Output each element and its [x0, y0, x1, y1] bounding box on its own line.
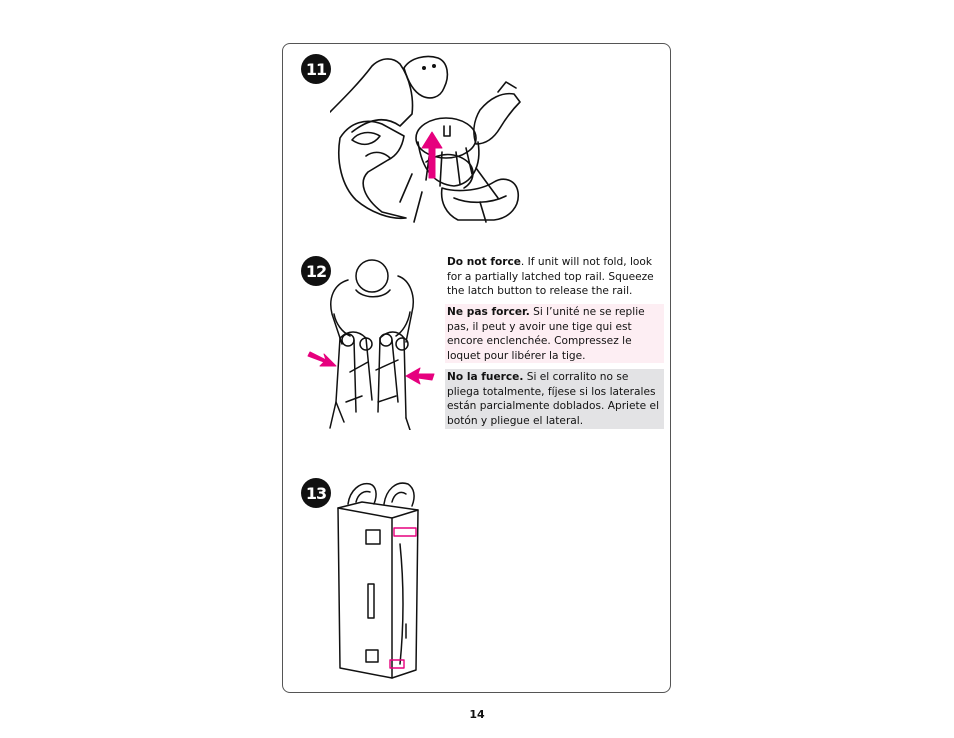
step-11-badge [301, 54, 331, 84]
step-12-number: 12 [305, 261, 327, 281]
note-english-body: . If unit will not fold, look for a partially latched top rail. Squeeze the latch button to release the rail. [447, 256, 654, 298]
note-french [445, 304, 664, 363]
note-spanish-lead: No la fuerce. [447, 371, 524, 383]
note-spanish-body: Si el corralito no se pliega totalmente, fíjese si los laterales están parcialmente doblados. Apriete el botón y pliegue el lateral. [447, 371, 660, 427]
note-english [445, 254, 664, 300]
step-11-illustration [330, 52, 522, 224]
step-11-number: 11 [305, 59, 327, 79]
step-13-illustration [334, 474, 424, 680]
page-number: 14 [469, 708, 485, 721]
step-13-badge [301, 478, 331, 508]
note-english-lead: Do not force [447, 256, 521, 268]
step-13-number: 13 [305, 483, 327, 503]
note-french-lead: Ne pas forcer. [447, 306, 530, 318]
note-spanish [445, 369, 664, 429]
note-french-body: Si l’unité ne se replie pas, il peut y avoir une tige qui est encore enclenchée. Compressez le loquet pour libérer la tige. [447, 306, 645, 362]
step-12-illustration [306, 252, 438, 430]
